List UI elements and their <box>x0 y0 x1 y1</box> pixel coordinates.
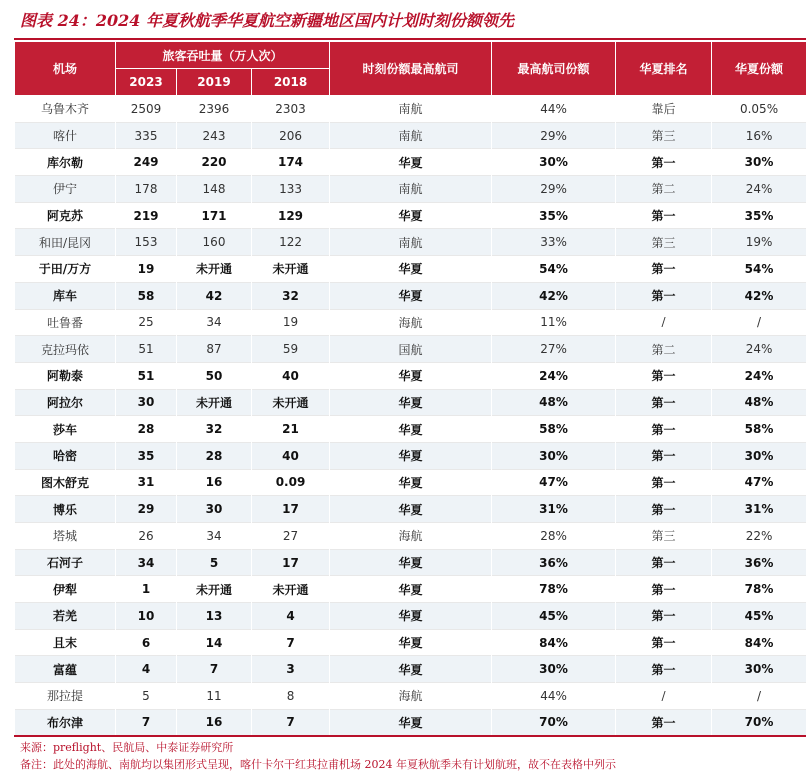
cell-airport: 石河子 <box>15 549 116 576</box>
cell-max-share: 31% <box>492 496 616 523</box>
table-row <box>15 469 806 496</box>
cell-throughput-2023: 153 <box>116 229 177 256</box>
cell-throughput-2018: 3 <box>252 656 330 683</box>
cell-max-share: 45% <box>492 603 616 630</box>
cell-throughput-2018: 32 <box>252 282 330 309</box>
header-year-2019: 2019 <box>177 69 252 96</box>
title-divider <box>14 38 806 40</box>
cell-max-share: 36% <box>492 549 616 576</box>
cell-throughput-2019: 220 <box>177 149 252 176</box>
cell-throughput-2018: 40 <box>252 442 330 469</box>
header-year-2018: 2018 <box>252 69 330 96</box>
cell-throughput-2018: 40 <box>252 362 330 389</box>
cell-hx-share: 45% <box>712 603 806 630</box>
table-row <box>15 336 806 363</box>
cell-airport: 图木舒克 <box>15 469 116 496</box>
header-airport: 机场 <box>15 42 116 96</box>
cell-airport: 且末 <box>15 629 116 656</box>
cell-throughput-2023: 25 <box>116 309 177 336</box>
cell-airport: 塔城 <box>15 523 116 550</box>
cell-top-share-airline: 华夏 <box>330 629 492 656</box>
cell-max-share: 30% <box>492 656 616 683</box>
cell-top-share-airline: 华夏 <box>330 256 492 283</box>
cell-throughput-2019: 30 <box>177 496 252 523</box>
cell-max-share: 27% <box>492 336 616 363</box>
cell-throughput-2023: 30 <box>116 389 177 416</box>
cell-airport: 阿拉尔 <box>15 389 116 416</box>
cell-throughput-2018: 17 <box>252 549 330 576</box>
cell-hx-share: 78% <box>712 576 806 603</box>
table-row <box>15 256 806 283</box>
cell-throughput-2019: 148 <box>177 176 252 203</box>
cell-top-share-airline: 南航 <box>330 176 492 203</box>
table-row <box>15 683 806 710</box>
cell-max-share: 42% <box>492 282 616 309</box>
table-row <box>15 229 806 256</box>
cell-hx-share: 24% <box>712 362 806 389</box>
header-hx-share: 华夏份额 <box>712 42 806 96</box>
cell-top-share-airline: 华夏 <box>330 149 492 176</box>
cell-throughput-2018: 206 <box>252 122 330 149</box>
cell-throughput-2023: 10 <box>116 603 177 630</box>
cell-hx-share: 54% <box>712 256 806 283</box>
cell-hx-rank: 第一 <box>616 496 712 523</box>
header-throughput: 旅客吞吐量（万人次） <box>116 42 330 69</box>
cell-max-share: 44% <box>492 96 616 123</box>
cell-airport: 富蕴 <box>15 656 116 683</box>
cell-top-share-airline: 华夏 <box>330 389 492 416</box>
cell-hx-share: 0.05% <box>712 96 806 123</box>
table-row <box>15 496 806 523</box>
table-body <box>15 96 806 737</box>
table-row <box>15 709 806 736</box>
source-note: 来源：preflight、民航局、中泰证券研究所 <box>20 741 234 754</box>
cell-hx-rank: 第二 <box>616 336 712 363</box>
cell-throughput-2023: 26 <box>116 523 177 550</box>
cell-max-share: 47% <box>492 469 616 496</box>
cell-throughput-2018: 21 <box>252 416 330 443</box>
header-year-2023: 2023 <box>116 69 177 96</box>
cell-throughput-2023: 335 <box>116 122 177 149</box>
cell-hx-rank: 第一 <box>616 469 712 496</box>
cell-throughput-2018: 0.09 <box>252 469 330 496</box>
cell-throughput-2019: 14 <box>177 629 252 656</box>
cell-max-share: 30% <box>492 442 616 469</box>
cell-hx-rank: 第一 <box>616 149 712 176</box>
cell-top-share-airline: 华夏 <box>330 362 492 389</box>
cell-hx-rank: / <box>616 683 712 710</box>
cell-hx-share: 30% <box>712 149 806 176</box>
cell-hx-rank: 第一 <box>616 389 712 416</box>
cell-throughput-2018: 未开通 <box>252 576 330 603</box>
cell-throughput-2019: 5 <box>177 549 252 576</box>
cell-hx-rank: 第一 <box>616 256 712 283</box>
cell-hx-rank: 第一 <box>616 442 712 469</box>
cell-throughput-2018: 7 <box>252 629 330 656</box>
cell-throughput-2019: 未开通 <box>177 256 252 283</box>
table-row <box>15 96 806 123</box>
cell-throughput-2019: 160 <box>177 229 252 256</box>
cell-hx-rank: 第一 <box>616 709 712 736</box>
cell-throughput-2019: 13 <box>177 603 252 630</box>
cell-airport: 那拉提 <box>15 683 116 710</box>
cell-airport: 博乐 <box>15 496 116 523</box>
cell-max-share: 44% <box>492 683 616 710</box>
cell-throughput-2023: 1 <box>116 576 177 603</box>
cell-throughput-2019: 32 <box>177 416 252 443</box>
cell-hx-share: 48% <box>712 389 806 416</box>
table-row <box>15 442 806 469</box>
cell-throughput-2019: 34 <box>177 523 252 550</box>
table-row <box>15 576 806 603</box>
table-title: 图表 24：2024 年夏秋航季华夏航空新疆地区国内计划时刻份额领先 <box>20 11 514 30</box>
cell-airport: 布尔津 <box>15 709 116 736</box>
cell-top-share-airline: 南航 <box>330 122 492 149</box>
cell-airport: 吐鲁番 <box>15 309 116 336</box>
cell-throughput-2018: 129 <box>252 202 330 229</box>
cell-top-share-airline: 华夏 <box>330 576 492 603</box>
cell-hx-share: 84% <box>712 629 806 656</box>
cell-throughput-2019: 42 <box>177 282 252 309</box>
cell-throughput-2023: 31 <box>116 469 177 496</box>
cell-hx-rank: 靠后 <box>616 96 712 123</box>
cell-throughput-2023: 5 <box>116 683 177 710</box>
cell-airport: 阿勒泰 <box>15 362 116 389</box>
cell-airport: 哈密 <box>15 442 116 469</box>
cell-hx-share: / <box>712 309 806 336</box>
cell-throughput-2023: 58 <box>116 282 177 309</box>
remark-note: 备注：此处的海航、南航均以集团形式呈现，喀什卡尔干红其拉甫机场 2024 年夏秋航季未有计划航班，故不在表格中列示 <box>20 758 616 771</box>
cell-throughput-2018: 59 <box>252 336 330 363</box>
cell-hx-rank: 第一 <box>616 603 712 630</box>
table-row <box>15 523 806 550</box>
table-row <box>15 629 806 656</box>
cell-top-share-airline: 华夏 <box>330 282 492 309</box>
cell-hx-share: 58% <box>712 416 806 443</box>
cell-throughput-2019: 11 <box>177 683 252 710</box>
cell-hx-share: 35% <box>712 202 806 229</box>
cell-hx-rank: 第三 <box>616 122 712 149</box>
cell-top-share-airline: 海航 <box>330 523 492 550</box>
cell-max-share: 35% <box>492 202 616 229</box>
cell-max-share: 58% <box>492 416 616 443</box>
cell-top-share-airline: 华夏 <box>330 416 492 443</box>
cell-airport: 若羌 <box>15 603 116 630</box>
cell-throughput-2019: 171 <box>177 202 252 229</box>
cell-throughput-2023: 178 <box>116 176 177 203</box>
cell-throughput-2023: 51 <box>116 362 177 389</box>
cell-hx-rank: 第二 <box>616 176 712 203</box>
cell-hx-rank: 第三 <box>616 229 712 256</box>
cell-throughput-2018: 8 <box>252 683 330 710</box>
cell-throughput-2019: 2396 <box>177 96 252 123</box>
table-row <box>15 362 806 389</box>
cell-max-share: 54% <box>492 256 616 283</box>
cell-hx-share: 22% <box>712 523 806 550</box>
cell-max-share: 33% <box>492 229 616 256</box>
cell-hx-rank: 第一 <box>616 656 712 683</box>
cell-top-share-airline: 华夏 <box>330 496 492 523</box>
cell-throughput-2023: 34 <box>116 549 177 576</box>
cell-airport: 阿克苏 <box>15 202 116 229</box>
cell-airport: 喀什 <box>15 122 116 149</box>
cell-throughput-2023: 7 <box>116 709 177 736</box>
cell-hx-rank: 第一 <box>616 629 712 656</box>
cell-throughput-2023: 29 <box>116 496 177 523</box>
cell-hx-share: 30% <box>712 442 806 469</box>
cell-hx-rank: 第三 <box>616 523 712 550</box>
cell-hx-rank: / <box>616 309 712 336</box>
cell-max-share: 11% <box>492 309 616 336</box>
cell-hx-share: 24% <box>712 336 806 363</box>
header-max-share: 最高航司份额 <box>492 42 616 96</box>
cell-throughput-2018: 122 <box>252 229 330 256</box>
cell-max-share: 24% <box>492 362 616 389</box>
cell-airport: 莎车 <box>15 416 116 443</box>
cell-throughput-2019: 50 <box>177 362 252 389</box>
cell-hx-share: 36% <box>712 549 806 576</box>
cell-throughput-2018: 未开通 <box>252 256 330 283</box>
cell-airport: 克拉玛依 <box>15 336 116 363</box>
cell-airport: 于田/万方 <box>15 256 116 283</box>
cell-top-share-airline: 南航 <box>330 96 492 123</box>
cell-hx-share: 70% <box>712 709 806 736</box>
cell-airport: 乌鲁木齐 <box>15 96 116 123</box>
cell-throughput-2023: 35 <box>116 442 177 469</box>
cell-throughput-2018: 27 <box>252 523 330 550</box>
table-row <box>15 389 806 416</box>
cell-throughput-2018: 174 <box>252 149 330 176</box>
cell-top-share-airline: 华夏 <box>330 549 492 576</box>
cell-throughput-2018: 4 <box>252 603 330 630</box>
cell-airport: 伊宁 <box>15 176 116 203</box>
cell-throughput-2018: 133 <box>252 176 330 203</box>
cell-max-share: 84% <box>492 629 616 656</box>
cell-throughput-2019: 16 <box>177 469 252 496</box>
cell-hx-share: 30% <box>712 656 806 683</box>
cell-throughput-2023: 51 <box>116 336 177 363</box>
cell-throughput-2018: 7 <box>252 709 330 736</box>
cell-airport: 库车 <box>15 282 116 309</box>
cell-max-share: 29% <box>492 176 616 203</box>
cell-throughput-2019: 34 <box>177 309 252 336</box>
table-row <box>15 149 806 176</box>
cell-hx-share: 24% <box>712 176 806 203</box>
cell-top-share-airline: 南航 <box>330 229 492 256</box>
cell-hx-rank: 第一 <box>616 576 712 603</box>
cell-top-share-airline: 国航 <box>330 336 492 363</box>
cell-hx-rank: 第一 <box>616 202 712 229</box>
cell-hx-share: / <box>712 683 806 710</box>
cell-hx-share: 16% <box>712 122 806 149</box>
cell-hx-rank: 第一 <box>616 282 712 309</box>
cell-airport: 伊犁 <box>15 576 116 603</box>
cell-hx-share: 19% <box>712 229 806 256</box>
cell-top-share-airline: 海航 <box>330 683 492 710</box>
cell-throughput-2019: 未开通 <box>177 389 252 416</box>
cell-hx-share: 47% <box>712 469 806 496</box>
cell-throughput-2019: 243 <box>177 122 252 149</box>
cell-hx-rank: 第一 <box>616 549 712 576</box>
cell-throughput-2019: 87 <box>177 336 252 363</box>
cell-throughput-2018: 未开通 <box>252 389 330 416</box>
cell-max-share: 78% <box>492 576 616 603</box>
cell-max-share: 48% <box>492 389 616 416</box>
cell-throughput-2018: 17 <box>252 496 330 523</box>
table-row <box>15 309 806 336</box>
table-row <box>15 176 806 203</box>
table-row <box>15 282 806 309</box>
cell-top-share-airline: 华夏 <box>330 442 492 469</box>
cell-hx-rank: 第一 <box>616 416 712 443</box>
cell-throughput-2019: 28 <box>177 442 252 469</box>
table-row <box>15 416 806 443</box>
cell-throughput-2023: 6 <box>116 629 177 656</box>
cell-airport: 库尔勒 <box>15 149 116 176</box>
cell-throughput-2023: 19 <box>116 256 177 283</box>
cell-throughput-2023: 2509 <box>116 96 177 123</box>
cell-hx-share: 42% <box>712 282 806 309</box>
table-row <box>15 603 806 630</box>
cell-max-share: 28% <box>492 523 616 550</box>
cell-throughput-2019: 未开通 <box>177 576 252 603</box>
cell-airport: 和田/昆冈 <box>15 229 116 256</box>
cell-top-share-airline: 华夏 <box>330 656 492 683</box>
cell-max-share: 30% <box>492 149 616 176</box>
cell-hx-share: 31% <box>712 496 806 523</box>
cell-max-share: 70% <box>492 709 616 736</box>
cell-top-share-airline: 华夏 <box>330 709 492 736</box>
cell-throughput-2023: 249 <box>116 149 177 176</box>
header-top-share-airline: 时刻份额最高航司 <box>330 42 492 96</box>
cell-top-share-airline: 华夏 <box>330 469 492 496</box>
cell-throughput-2018: 19 <box>252 309 330 336</box>
header-hx-rank: 华夏排名 <box>616 42 712 96</box>
table-row <box>15 549 806 576</box>
cell-max-share: 29% <box>492 122 616 149</box>
cell-top-share-airline: 华夏 <box>330 202 492 229</box>
cell-throughput-2023: 219 <box>116 202 177 229</box>
cell-throughput-2023: 4 <box>116 656 177 683</box>
table-row <box>15 656 806 683</box>
cell-throughput-2018: 2303 <box>252 96 330 123</box>
table-row <box>15 202 806 229</box>
cell-throughput-2023: 28 <box>116 416 177 443</box>
cell-hx-rank: 第一 <box>616 362 712 389</box>
cell-throughput-2019: 16 <box>177 709 252 736</box>
cell-top-share-airline: 海航 <box>330 309 492 336</box>
cell-throughput-2019: 7 <box>177 656 252 683</box>
table-row <box>15 122 806 149</box>
airport-share-table <box>14 41 806 737</box>
cell-top-share-airline: 华夏 <box>330 603 492 630</box>
